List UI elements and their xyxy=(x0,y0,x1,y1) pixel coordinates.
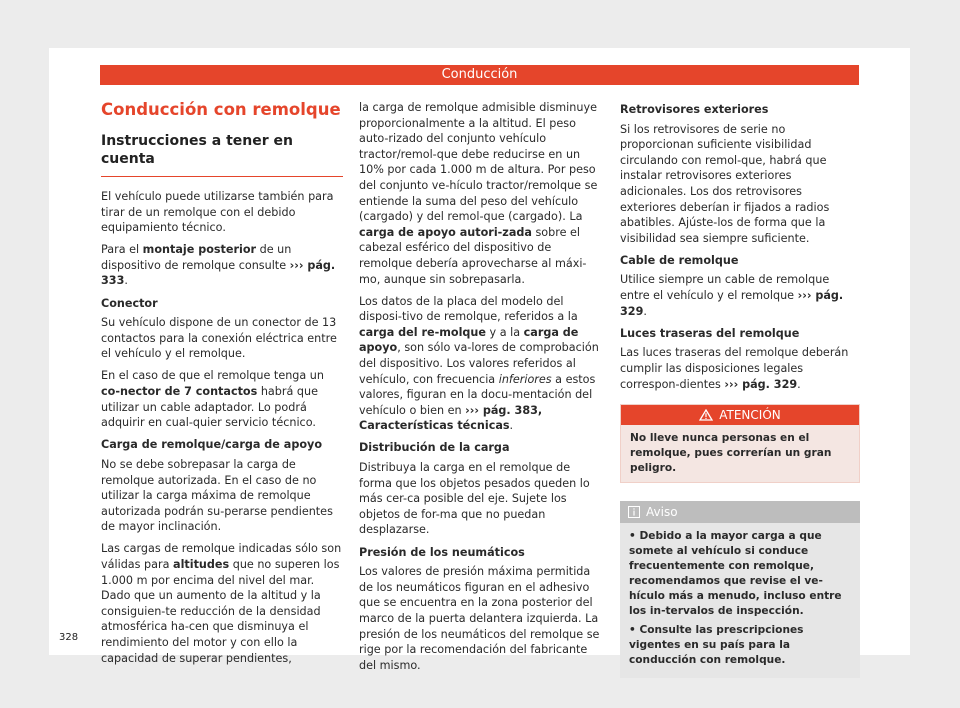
page-reference-link[interactable]: ››› pág. 329 xyxy=(620,289,844,318)
column-2 xyxy=(359,100,601,680)
page-reference-link[interactable]: ››› pág. 333 xyxy=(101,258,336,288)
column-1 xyxy=(101,100,343,673)
list-item: • Consulte las prescripciones vigentes en su país para la conducción con remolque. xyxy=(629,624,804,667)
subheading-retrovisores: Retrovisores exteriores xyxy=(620,103,769,116)
paragraph: Utilice siempre un cable de remolque entre el vehículo y el remolque ››› pág. 329. xyxy=(620,273,844,318)
paragraph: Las cargas de remolque indicadas sólo son válidas para altitudes que no superen los 1.000 m por encima del nivel del mar. Dado que un aumento de la altitud y la consiguien-te reducción de la densidad atmosférica ha-cen que disminuya el rendimiento del motor y con ello la capacidad de superar pendientes, xyxy=(101,542,342,665)
paragraph: Para el montaje posterior de un dispositivo de remolque consulte ››› pág. 333. xyxy=(101,243,336,288)
paragraph: Su vehículo dispone de un conector de 13 contactos para la conexión eléctrica entre el vehículo y el remolque. xyxy=(101,316,337,361)
warning-box xyxy=(620,404,860,483)
column-3 xyxy=(620,100,860,678)
subheading-conector: Conector xyxy=(101,296,158,310)
info-icon xyxy=(628,506,640,518)
subheading-distribucion: Distribución de la carga xyxy=(359,441,510,455)
chapter-header: Conducción xyxy=(100,65,859,85)
subheading-presion: Presión de los neumáticos xyxy=(359,545,525,559)
subheading-luces: Luces traseras del remolque xyxy=(620,326,800,340)
subheading-carga: Carga de remolque/carga de apoyo xyxy=(101,438,323,452)
page-number: 328 xyxy=(59,632,79,643)
paragraph: Los valores de presión máxima permitida de los neumáticos figuran en el adhesivo que se encuentra en la zona posterior del marco de la puerta delantera izquierda. La presión de los neumáticos del remolque se rige por la recomendación del fabricante del mismo. xyxy=(359,565,600,672)
paragraph: la carga de remolque admisible disminuye proporcionalmente a la altitud. El peso auto-rizado del conjunto vehículo tractor/remol-que debe reducirse en un 10% por cada 1.000 m de altura. Por peso del conjunto ve-hículo tractor/remolque se entiende la suma del peso del vehículo (cargado) y del remol-que (cargado). La carga de apoyo autori-zada sobre el cabezal esférico del dispositivo de remolque debería aprovecharse al máxi-mo, aunque sin sobrepasarla. xyxy=(359,101,598,286)
list-item: • Debido a la mayor carga a que somete al vehículo si conduce frecuentemente con remolque, recomendamos que revise el ve-hículo más a menudo, incluso entre los in-tervalos de inspección. xyxy=(629,530,842,618)
paragraph: Los datos de la placa del modelo del disposi-tivo de remolque, referidos a la carga del re-molque y a la carga de apoyo, son sólo va-lores de comprobación del dispositivo. Los valores referidos al vehículo, con frecuencia inferiores a estos valores, figuran en la docu-mentación del vehículo o bien en ››› pág. 383, Características técnicas. xyxy=(359,294,599,433)
note-header: Aviso xyxy=(620,501,860,523)
subheading-cable: Cable de remolque xyxy=(620,253,739,267)
paragraph: El vehículo puede utilizarse también para tirar de un remolque con el debido equipamiento técnico. xyxy=(101,190,334,235)
section-subtitle: Instrucciones a tener en cuenta xyxy=(101,132,343,177)
note-box xyxy=(620,501,860,678)
paragraph: Las luces traseras del remolque deberán cumplir las disposiciones legales correspon-dientes ››› pág. 329. xyxy=(620,346,849,391)
paragraph: No se debe sobrepasar la carga de remolque autorizada. En el caso de no utilizar la carga máxima de remolque autorizada podrán su-perarse pendientes de mayor inclinación. xyxy=(101,457,333,534)
warning-text: No lleve nunca personas en el remolque, pues correrían un gran peligro. xyxy=(621,425,859,482)
warning-header: ATENCIÓN xyxy=(621,405,859,425)
paragraph: En el caso de que el remolque tenga un co-nector de 7 contactos habrá que utilizar un cable adaptador. Lo podrá adquirir en cual-quier servicio técnico. xyxy=(101,369,324,430)
page-reference-link[interactable]: ››› pág. 383, Características técnicas xyxy=(359,403,543,433)
section-title: Conducción con remolque xyxy=(101,100,341,119)
page-reference-link[interactable]: ››› pág. 329 xyxy=(724,377,798,391)
paragraph: Si los retrovisores de serie no proporcionan suficiente visibilidad circulando con remol-que, habrá que instalar retrovisores exteriores adicionales. Los dos retrovisores exteriores deberían ir fijados a radios abatibles. Ajúste-los de forma que la visibilidad sea siempre suficiente. xyxy=(620,122,830,245)
warning-triangle-icon xyxy=(699,409,713,421)
note-list xyxy=(620,523,860,678)
paragraph: Distribuya la carga en el remolque de forma que los objetos pesados queden lo más cer-ca posible del eje. Sujete los objetos de for-ma que no puedan desplazarse. xyxy=(359,461,590,537)
